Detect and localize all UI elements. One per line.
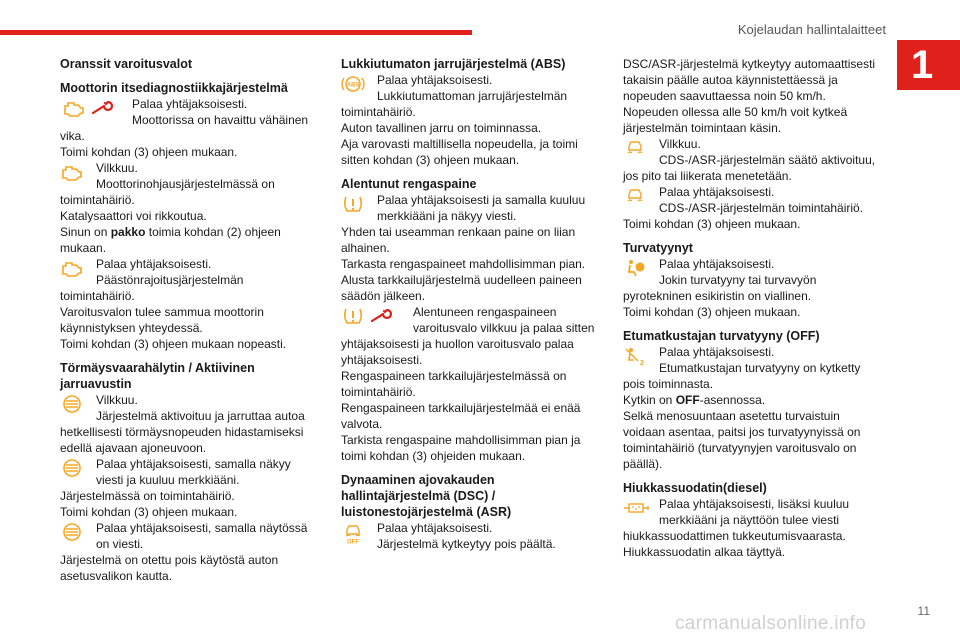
- passenger-airbag-off-lamp: 2 Palaa yhtäjaksoisesti. Etumatkustajan turvatyyny on kytketty: [623, 344, 881, 376]
- watermark: carmanualsonline.info: [675, 613, 867, 634]
- column-1: Oranssit varoitusvalot Moottorin itsediagnostiikkajärjestelmä Palaa yhtäjaksoisesti. Moottorissa on havaittu vähäinen vika. Toimi kohdan (3) ohjeen mukaan. Vilkkuu. Moottorinohjausjärjestelmässä on toimintahäiriö. Katalysaattori voi rikkoutua. Sinun on pakko toimia kohdan (2) ohjeen mukaan. Palaa yhtäjaksoisesti. Päästönrajoitusjärjestelmän toimintahäiriö. Varoitusvalon tulee sammua moottorin käynnistyksen yhteydessä. Toimi kohdan (3) ohjeen mukaan nopeasti. Törmäysvaarahälytin / Aktiivinen jarruavustin Vilkkuu. Järjestelmä aktivoituu ja jarruttaa autoa hetkellisesti törmäysnopeuden hidastamiseksi edellä ajavaan ajoneuvoon. Palaa yhtäjaksoisesti, samalla näkyy viesti ja kuuluu merkkiääni. Järjestelmässä on toimintahäiriö. Toimi kohdan (3) ohjeen mukaan. Palaa yhtäjaksoisesti, samalla näytössä on viesti. Järjestelmä on otettu pois käytöstä auton asetusvalikon kautta.: [60, 56, 318, 584]
- stability-control-icon: [623, 138, 647, 158]
- heading-engine-diagnostics: Moottorin itsediagnostiikkajärjestelmä: [60, 81, 288, 95]
- engine-warning-icon: [62, 98, 86, 118]
- tyre-lamp-fault-wrench: Alentuneen rengaspaineen varoitusvalo vilkkuu ja palaa sitten: [341, 304, 599, 336]
- svg-text:ABS: ABS: [346, 82, 360, 89]
- column-3: DSC/ASR-järjestelmä kytkeytyy automaattisesti takaisin päälle autoa käynnistettäessä ja nopeuden saavuttaessa noin 50 km/h. Nopeuden ollessa alle 50 km/h voit kytkeä järjestelmän toimintaan käsin. Vilkkuu. CDS-/ASR-järjestelmän säätö aktivoituu, jos pito tai liikerata menetetään. Palaa yhtäjaksoisesti. CDS-/ASR-järjestelmän toimintahäiriö. Toimi kohdan (3) ohjeen mukaan. Turvatyynyt Palaa yhtäjaksoisesti. Jokin turvatyyny tai turvavyön pyrotekninen esikiristin on viallinen. Toimi kohdan (3) ohjeen mukaan. Etumatkustajan turvatyyny (OFF) 2 Palaa yhtäjaksoisesti. Etumatkustajan turvatyyny on kytketty pois toiminnasta. Kytkin on OFF-asennossa. Selkä menosuuntaan asetettu turvaistuin voidaan asentaa, paitsi jos turvatyynyissä on toimintahäiriö (turvatyynyjen varoitusvalo on päällä). Hiukkassuodatin(diesel) Palaa yhtäjaksoisesti, lisäksi kuuluu merkkiääni ja näyttöön tulee viesti hiukkassuodattimen tukkeutumisvaarasta. Hiukkassuodatin alkaa täyttyä.: [623, 56, 881, 560]
- heading-passenger-airbag-off: Etumatkustajan turvatyyny (OFF): [623, 329, 820, 343]
- engine-lamp-steady-wrench: Palaa yhtäjaksoisesti. Moottorissa on havaittu vähäinen: [60, 96, 318, 128]
- tyre-pressure-icon: [341, 194, 365, 214]
- airbag-warning-icon: [623, 258, 647, 278]
- engine-lamp-flashing: Vilkkuu. Moottorinohjausjärjestelmässä on: [60, 160, 318, 192]
- dsc-lamp-steady: Palaa yhtäjaksoisesti. CDS-/ASR-järjestelmän toimintahäiriö.: [623, 184, 881, 216]
- column-2: Lukkiutumaton jarrujärjestelmä (ABS) ABS Palaa yhtäjaksoisesti. Lukkiutumattoman jarrujärjestelmän toimintahäiriö. Auton tavallinen jarru on toiminnassa. Aja varovasti maltillisella nopeudella, ja toimi sitten kohdan (3) ohjeen mukaan. Alentunut rengaspaine Palaa yhtäjaksoisesti ja samalla kuuluu merkkiääni ja näkyy viesti. Yhden tai useamman renkaan paine on liian alhainen. Tarkasta rengaspaineet mahdollisimman pian. Alusta tarkkailujärjestelmä uudelleen paineen säädön jälkeen. Alentuneen rengaspaineen varoitusvalo vilkkuu ja palaa sitten yhtäjaksoisesti ja huollon varoitusvalo palaa yhtäjaksoisesti. Rengaspaineen tarkkailujärjestelmässä on toimintahäiriö. Rengaspaineen tarkkailujärjestelmää ei enää valvota. Tarkista rengaspaine mahdollisimman pian ja toimi kohdan (3) ohjeiden mukaan. Dynaaminen ajovakauden hallintajärjestelmä (DSC) / luistonestojärjestelmä (ASR) OFF Palaa yhtäjaksoisesti. Järjestelmä kytkeytyy pois päältä.: [341, 56, 599, 552]
- page-number: 11: [917, 604, 930, 618]
- collision-warning-icon: [60, 522, 84, 542]
- stability-off-icon: [341, 522, 365, 544]
- engine-lamp-emission: Palaa yhtäjaksoisesti. Päästönrajoitusjärjestelmän: [60, 256, 318, 288]
- header-accent-bar: [0, 30, 472, 35]
- engine-warning-icon: [60, 162, 84, 182]
- svg-text:OFF: OFF: [347, 539, 359, 544]
- heading-particle-filter: Hiukkassuodatin(diesel): [623, 481, 767, 495]
- chapter-tab: 1: [897, 40, 960, 90]
- heading-abs: Lukkiutumaton jarrujärjestelmä (ABS): [341, 57, 566, 71]
- abs-lamp: ABS Palaa yhtäjaksoisesti. Lukkiutumattoman jarrujärjestelmän: [341, 72, 599, 104]
- heading-airbags: Turvatyynyt: [623, 241, 693, 255]
- engine-warning-icon: [60, 258, 84, 278]
- passenger-airbag-off-icon: [623, 346, 647, 366]
- abs-warning-icon: [341, 74, 365, 94]
- tyre-lamp-low: Palaa yhtäjaksoisesti ja samalla kuuluu merkkiääni ja näkyy viesti.: [341, 192, 599, 224]
- collision-warning-icon: [60, 394, 84, 414]
- page-header-title: Kojelaudan hallintalaitteet: [737, 22, 886, 37]
- heading-tyre-pressure: Alentunut rengaspaine: [341, 177, 477, 191]
- svg-text:2: 2: [640, 360, 644, 366]
- collision-lamp-disabled: Palaa yhtäjaksoisesti, samalla näytössä on viesti.: [60, 520, 318, 552]
- wrench-service-icon: [369, 306, 393, 326]
- heading-dsc-asr: Dynaaminen ajovakauden: [341, 473, 495, 487]
- section-title-orange-lamps: Oranssit varoitusvalot: [60, 57, 192, 71]
- heading-collision-warning: Törmäysvaarahälytin / Aktiivinen: [60, 361, 255, 375]
- dsc-off-lamp: OFF Palaa yhtäjaksoisesti. Järjestelmä kytkeytyy pois päältä.: [341, 520, 599, 552]
- wrench-service-icon: [90, 98, 114, 118]
- airbag-lamp: Palaa yhtäjaksoisesti. Jokin turvatyyny tai turvavyön: [623, 256, 881, 288]
- tyre-pressure-icon: [341, 306, 365, 326]
- stability-control-icon: [623, 186, 647, 206]
- particle-filter-icon: [623, 498, 651, 518]
- collision-lamp-fault: Palaa yhtäjaksoisesti, samalla näkyy viesti ja kuuluu merkkiääni.: [60, 456, 318, 488]
- collision-warning-icon: [60, 458, 84, 478]
- dsc-lamp-flashing: Vilkkuu. CDS-/ASR-järjestelmän säätö aktivoituu,: [623, 136, 881, 168]
- collision-lamp-flashing: Vilkkuu. Järjestelmä aktivoituu ja jarruttaa autoa: [60, 392, 318, 424]
- particle-filter-lamp: Palaa yhtäjaksoisesti, lisäksi kuuluu merkkiääni ja näyttöön tulee viesti: [623, 496, 881, 528]
